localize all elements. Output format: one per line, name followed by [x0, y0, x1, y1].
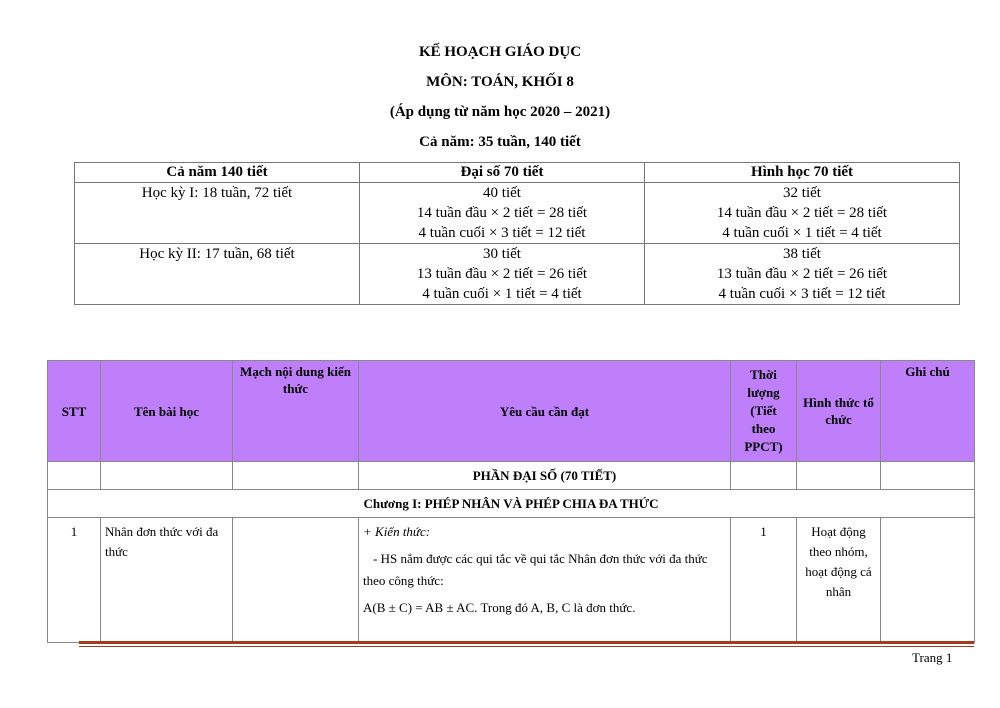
header-duration: [731, 361, 797, 462]
empty-cell: [731, 462, 797, 490]
duration-line: Thời: [750, 367, 777, 382]
term1-algebra-total: 40 tiết: [483, 185, 521, 201]
term2-geometry: [645, 244, 960, 305]
lesson-content: [233, 518, 359, 643]
summary-header-year: Cả năm 140 tiết: [75, 163, 360, 183]
header-form: Hình thức tổ chức: [797, 361, 881, 462]
summary-header-algebra: Đại số 70 tiết: [360, 163, 645, 183]
term1-algebra: [360, 183, 645, 244]
lesson-note: [881, 518, 975, 643]
header-note: Ghi chú: [881, 361, 975, 462]
term1-geometry: [645, 183, 960, 244]
summary-row-term2: [75, 244, 960, 305]
plan-table: [47, 360, 975, 643]
empty-cell: [101, 462, 233, 490]
term2-algebra-first: 13 tuần đầu × 2 tiết = 26 tiết: [416, 266, 588, 282]
term1-label: Học kỳ I: 18 tuần, 72 tiết: [75, 183, 360, 244]
requirement-line-1: - HS nắm được các qui tắc về qui tắc Nhân đơn thức với đa thức theo công thức:: [363, 551, 708, 588]
duration-line: (Tiết: [750, 403, 777, 418]
term1-algebra-last: 4 tuần cuối × 3 tiết = 12 tiết: [418, 225, 586, 241]
summary-header-geometry: Hình học 70 tiết: [645, 163, 960, 183]
section-title: PHẦN ĐẠI SỐ (70 TIẾT): [359, 462, 731, 490]
doc-title: KẾ HOẠCH GIÁO DỤC: [418, 44, 582, 60]
term2-geometry-total: 38 tiết: [783, 246, 821, 262]
lesson-stt: 1: [48, 518, 101, 643]
term2-label: Học kỳ II: 17 tuần, 68 tiết: [75, 244, 360, 305]
knowledge-label: + Kiến thức:: [363, 524, 431, 539]
header-lesson-name: Tên bài học: [101, 361, 233, 462]
footer-divider: [79, 641, 974, 647]
empty-cell: [881, 462, 975, 490]
lesson-duration: 1: [731, 518, 797, 643]
term1-geometry-total: 32 tiết: [783, 185, 821, 201]
page-number: Trang 1: [912, 650, 953, 665]
requirement-line-2: A(B ± C) = AB ± AC. Trong đó A, B, C là đơn thức.: [363, 600, 636, 615]
summary-row-term1: [75, 183, 960, 244]
section-row: [48, 462, 975, 490]
doc-applied-year: (Áp dụng từ năm học 2020 – 2021): [389, 104, 611, 120]
chapter-row: [48, 490, 975, 518]
lesson-name: Nhân đơn thức với đa thức: [101, 518, 233, 643]
term2-algebra-total: 30 tiết: [483, 246, 521, 262]
empty-cell: [48, 462, 101, 490]
term2-algebra-last: 4 tuần cuối × 1 tiết = 4 tiết: [422, 286, 582, 302]
empty-cell: [233, 462, 359, 490]
term1-geometry-first: 14 tuần đầu × 2 tiết = 28 tiết: [716, 205, 888, 221]
chapter-title: Chương I: PHÉP NHÂN VÀ PHÉP CHIA ĐA THỨC: [48, 490, 975, 518]
document-header: [0, 40, 1000, 160]
header-content: Mạch nội dung kiến thức: [233, 361, 359, 462]
header-stt: STT: [48, 361, 101, 462]
term2-geometry-last: 4 tuần cuối × 3 tiết = 12 tiết: [718, 286, 886, 302]
term1-geometry-last: 4 tuần cuối × 1 tiết = 4 tiết: [722, 225, 882, 241]
plan-header-row: [48, 361, 975, 462]
duration-line: lượng: [747, 385, 780, 400]
lesson-form: Hoạt động theo nhóm, hoạt động cá nhân: [797, 518, 881, 643]
term1-algebra-first: 14 tuần đầu × 2 tiết = 28 tiết: [416, 205, 588, 221]
doc-year-summary: Cả năm: 35 tuần, 140 tiết: [419, 134, 581, 150]
lesson-row: [48, 518, 975, 643]
empty-cell: [797, 462, 881, 490]
doc-subject: MÔN: TOÁN, KHỐI 8: [426, 74, 574, 90]
duration-line: PPCT): [744, 439, 783, 454]
header-requirement: Yêu cầu cần đạt: [359, 361, 731, 462]
term2-algebra: [360, 244, 645, 305]
duration-line: theo: [751, 421, 776, 436]
summary-header-row: [75, 163, 960, 183]
term2-geometry-first: 13 tuần đầu × 2 tiết = 26 tiết: [716, 266, 888, 282]
summary-table: [74, 162, 960, 305]
lesson-requirement: [359, 518, 731, 643]
